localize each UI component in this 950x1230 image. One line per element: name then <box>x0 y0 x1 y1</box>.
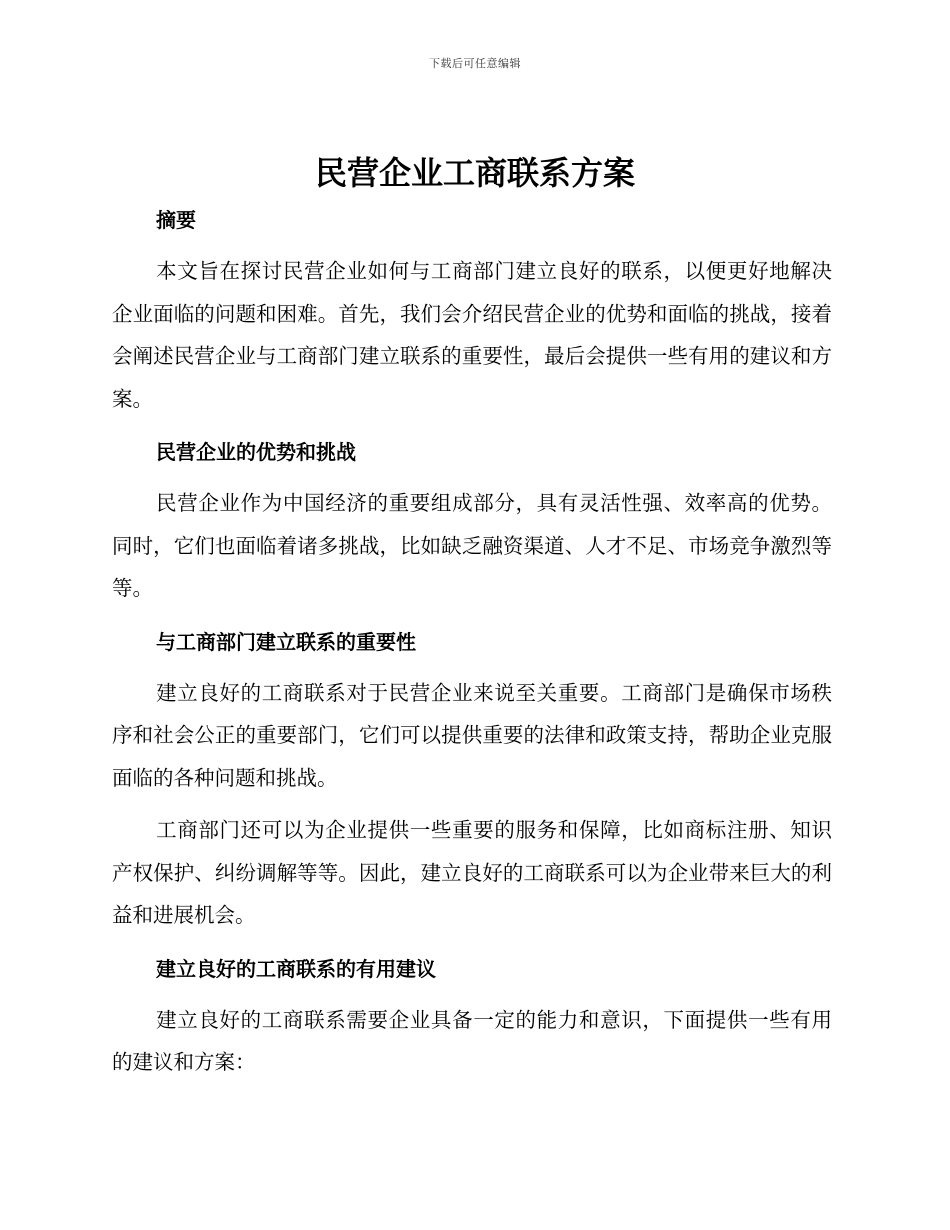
paragraph: 本文旨在探讨民营企业如何与工商部门建立良好的联系，以便更好地解决企业面临的问题和困难。首先，我们会介绍民营企业的优势和面临的挑战，接着会阐述民营企业与工商部门建立联系的重要性，最后会提供一些有用的建议和方案。 <box>112 259 832 411</box>
section-heading: 民营企业的优势和挑战 <box>156 440 356 464</box>
document-title: 民营企业工商联系方案 <box>314 154 635 192</box>
paragraph: 建立良好的工商联系对于民营企业来说至关重要。工商部门是确保市场秩序和社会公正的重要部门，它们可以提供重要的法律和政策支持，帮助企业克服面临的各种问题和挑战。 <box>112 680 832 790</box>
paragraph: 建立良好的工商联系需要企业具备一定的能力和意识，下面提供一些有用的建议和方案： <box>112 1007 832 1074</box>
section-heading: 摘要 <box>156 208 196 232</box>
section-suggestions <box>112 947 832 1084</box>
page-header-note: 下载后可任意编辑 <box>429 57 521 70</box>
section-heading: 建立良好的工商联系的有用建议 <box>156 956 436 981</box>
section-heading: 与工商部门建立联系的重要性 <box>156 629 416 654</box>
document-body <box>112 198 832 1094</box>
section-advantages-challenges <box>112 430 832 610</box>
paragraph: 民营企业作为中国经济的重要组成部分，具有灵活性强、效率高的优势。同时，它们也面临着诸多挑战，比如缺乏融资渠道、人才不足、市场竞争激烈等等。 <box>112 491 832 600</box>
section-importance <box>112 620 832 937</box>
section-abstract <box>112 198 832 420</box>
paragraph: 工商部门还可以为企业提供一些重要的服务和保障，比如商标注册、知识产权保护、纠纷调解等等。因此，建立良好的工商联系可以为企业带来巨大的利益和进展机会。 <box>112 818 832 927</box>
